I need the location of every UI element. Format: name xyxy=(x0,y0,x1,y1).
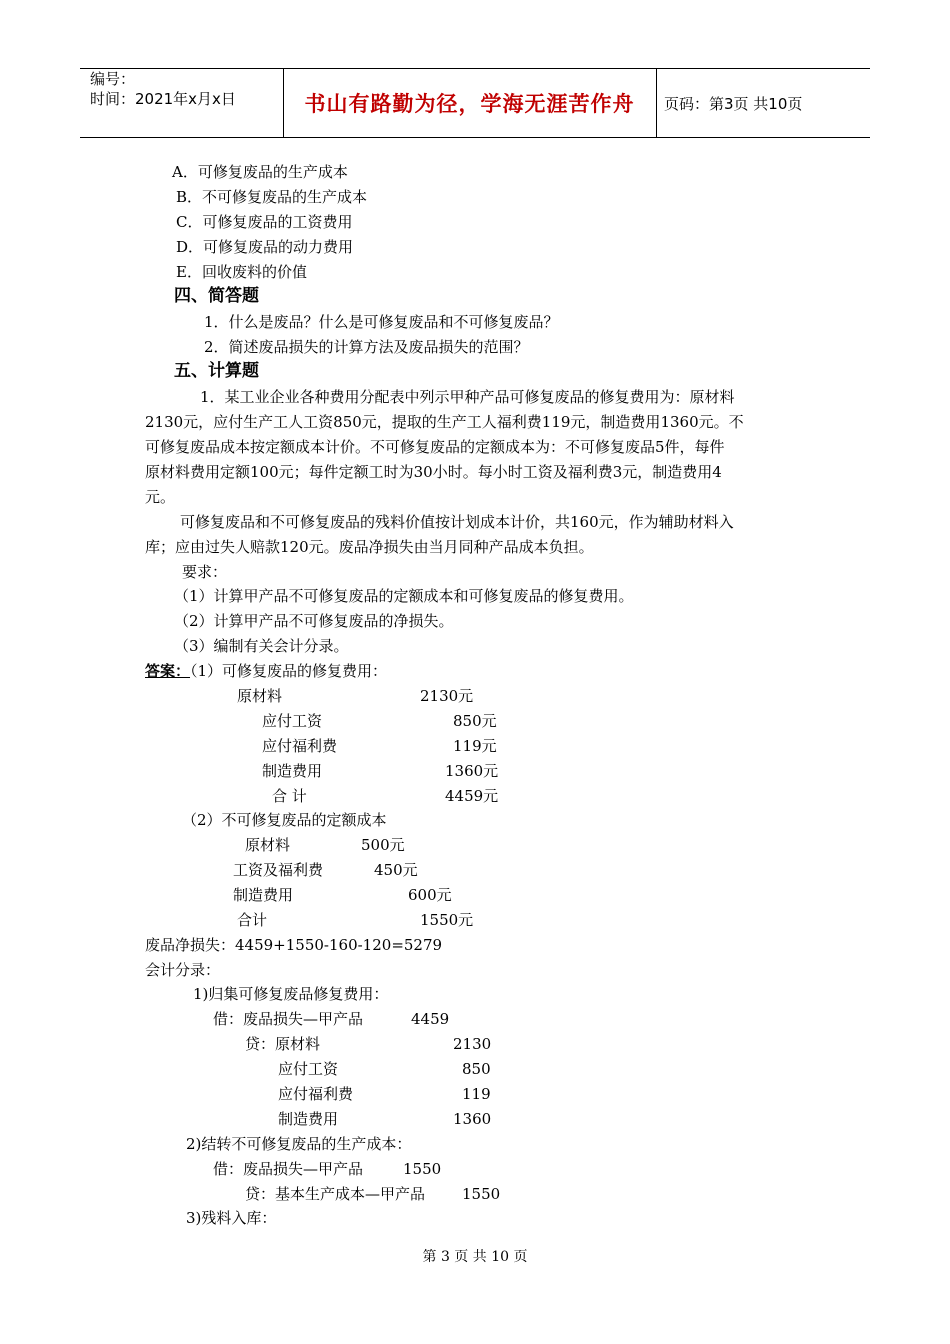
entry-credit-value: 850 xyxy=(462,1060,491,1078)
answer-label: 答案： xyxy=(145,662,191,680)
cost-name: 应付福利费 xyxy=(262,737,338,755)
cost-name: 工资及福利费 xyxy=(233,861,324,879)
requirement-item: （2）计算甲产品不可修复废品的净损失。 xyxy=(174,612,454,630)
entry-credit: 制造费用 xyxy=(278,1110,339,1128)
cost-value: 119元 xyxy=(453,737,497,755)
entry-credit: 贷：基本生产成本—甲产品 xyxy=(245,1185,426,1203)
cost-value: 2130元 xyxy=(420,687,474,705)
entry-debit-value: 4459 xyxy=(411,1010,450,1028)
entry-credit: 贷：原材料 xyxy=(245,1035,321,1053)
cost-name: 原材料 xyxy=(245,836,291,854)
cost-value: 1360元 xyxy=(445,762,499,780)
problem-line: 原材料费用定额100元；每件定额工时为30小时。每小时工资及福利费3元，制造费用4 xyxy=(145,463,722,481)
answer-header xyxy=(145,661,387,681)
section4-title: 四、简答题 xyxy=(174,286,259,306)
page-header xyxy=(80,68,870,138)
problem-line: 可修复废品成本按定额成本计价。不可修复废品的定额成本为：不可修复废品5件，每件 xyxy=(145,438,725,456)
cost-value: 4459元 xyxy=(445,787,499,805)
entry-debit-value: 1550 xyxy=(403,1160,442,1178)
requirement-item: （1）计算甲产品不可修复废品的定额成本和可修复废品的修复费用。 xyxy=(174,587,634,605)
entry-credit: 应付工资 xyxy=(278,1060,339,1078)
cost-name: 制造费用 xyxy=(233,886,294,904)
cost-value: 500元 xyxy=(361,836,405,854)
section4-q2: 2．简述废品损失的计算方法及废品损失的范围？ xyxy=(204,338,529,356)
entry-credit-value: 2130 xyxy=(453,1035,492,1053)
requirement-title: 要求： xyxy=(182,563,228,581)
answer-part2-title: （2）不可修复废品的定额成本 xyxy=(182,811,387,829)
answer-part1-title: （1）可修复废品的修复费用： xyxy=(190,662,388,680)
option-c: C．可修复废品的工资费用 xyxy=(176,213,353,231)
entry2-title: 2)结转不可修复废品的生产成本： xyxy=(186,1135,412,1153)
page-label: 页码：第3页 共10页 xyxy=(664,94,803,113)
header-left xyxy=(90,69,280,137)
option-a: A．可修复废品的生产成本 xyxy=(172,163,348,181)
number-label: 编号： xyxy=(90,70,136,88)
option-d: D．可修复废品的动力费用 xyxy=(176,238,354,256)
entry-credit-value: 119 xyxy=(462,1085,491,1103)
problem-line: 库；应由过失人赔款120元。废品净损失由当月同种产品成本负担。 xyxy=(145,538,594,556)
cost-name: 制造费用 xyxy=(262,762,323,780)
entries-title: 会计分录： xyxy=(145,961,221,979)
entry3-title: 3)残料入库： xyxy=(186,1209,277,1227)
cost-value: 450元 xyxy=(374,861,418,879)
motto: 书山有路勤为径，学海无涯苦作舟 xyxy=(304,92,635,116)
entry-credit-value: 1360 xyxy=(453,1110,492,1128)
cost-name: 合 计 xyxy=(272,787,307,805)
entry1-title: 1)归集可修复废品修复费用： xyxy=(193,985,389,1003)
problem-line: 元。 xyxy=(145,488,176,506)
problem-line: 可修复废品和不可修复废品的残料价值按计划成本计价，共160元，作为辅助材料入 xyxy=(180,513,734,531)
section5-title: 五、计算题 xyxy=(174,361,259,381)
option-b: B．不可修复废品的生产成本 xyxy=(176,188,368,206)
entry-debit: 借：废品损失—甲产品 xyxy=(213,1160,364,1178)
problem-line: 1．某工业企业各种费用分配表中列示甲种产品可修复废品的修复费用为：原材料 xyxy=(200,388,735,406)
net-loss: 废品净损失：4459+1550-160-120=5279 xyxy=(145,936,443,954)
cost-value: 850元 xyxy=(453,712,497,730)
cost-name: 原材料 xyxy=(237,687,283,705)
entry-credit: 应付福利费 xyxy=(278,1085,354,1103)
divider xyxy=(656,69,657,137)
entry-debit: 借：废品损失—甲产品 xyxy=(213,1010,364,1028)
requirement-item: （3）编制有关会计分录。 xyxy=(174,637,349,655)
time-label: 时间：2021年x月x日 xyxy=(90,90,236,108)
entry-credit-value: 1550 xyxy=(462,1185,501,1203)
cost-name: 应付工资 xyxy=(262,712,323,730)
cost-name: 合计 xyxy=(237,911,268,929)
option-e: E．回收废料的价值 xyxy=(176,263,307,281)
cost-value: 600元 xyxy=(408,886,452,904)
section4-q1: 1．什么是废品？什么是可修复废品和不可修复废品？ xyxy=(204,313,559,331)
problem-line: 2130元，应付生产工人工资850元，提取的生产工人福利费119元，制造费用1360元。不 xyxy=(145,413,744,431)
cost-value: 1550元 xyxy=(420,911,474,929)
page-footer: 第 3 页 共 10 页 xyxy=(422,1249,528,1265)
